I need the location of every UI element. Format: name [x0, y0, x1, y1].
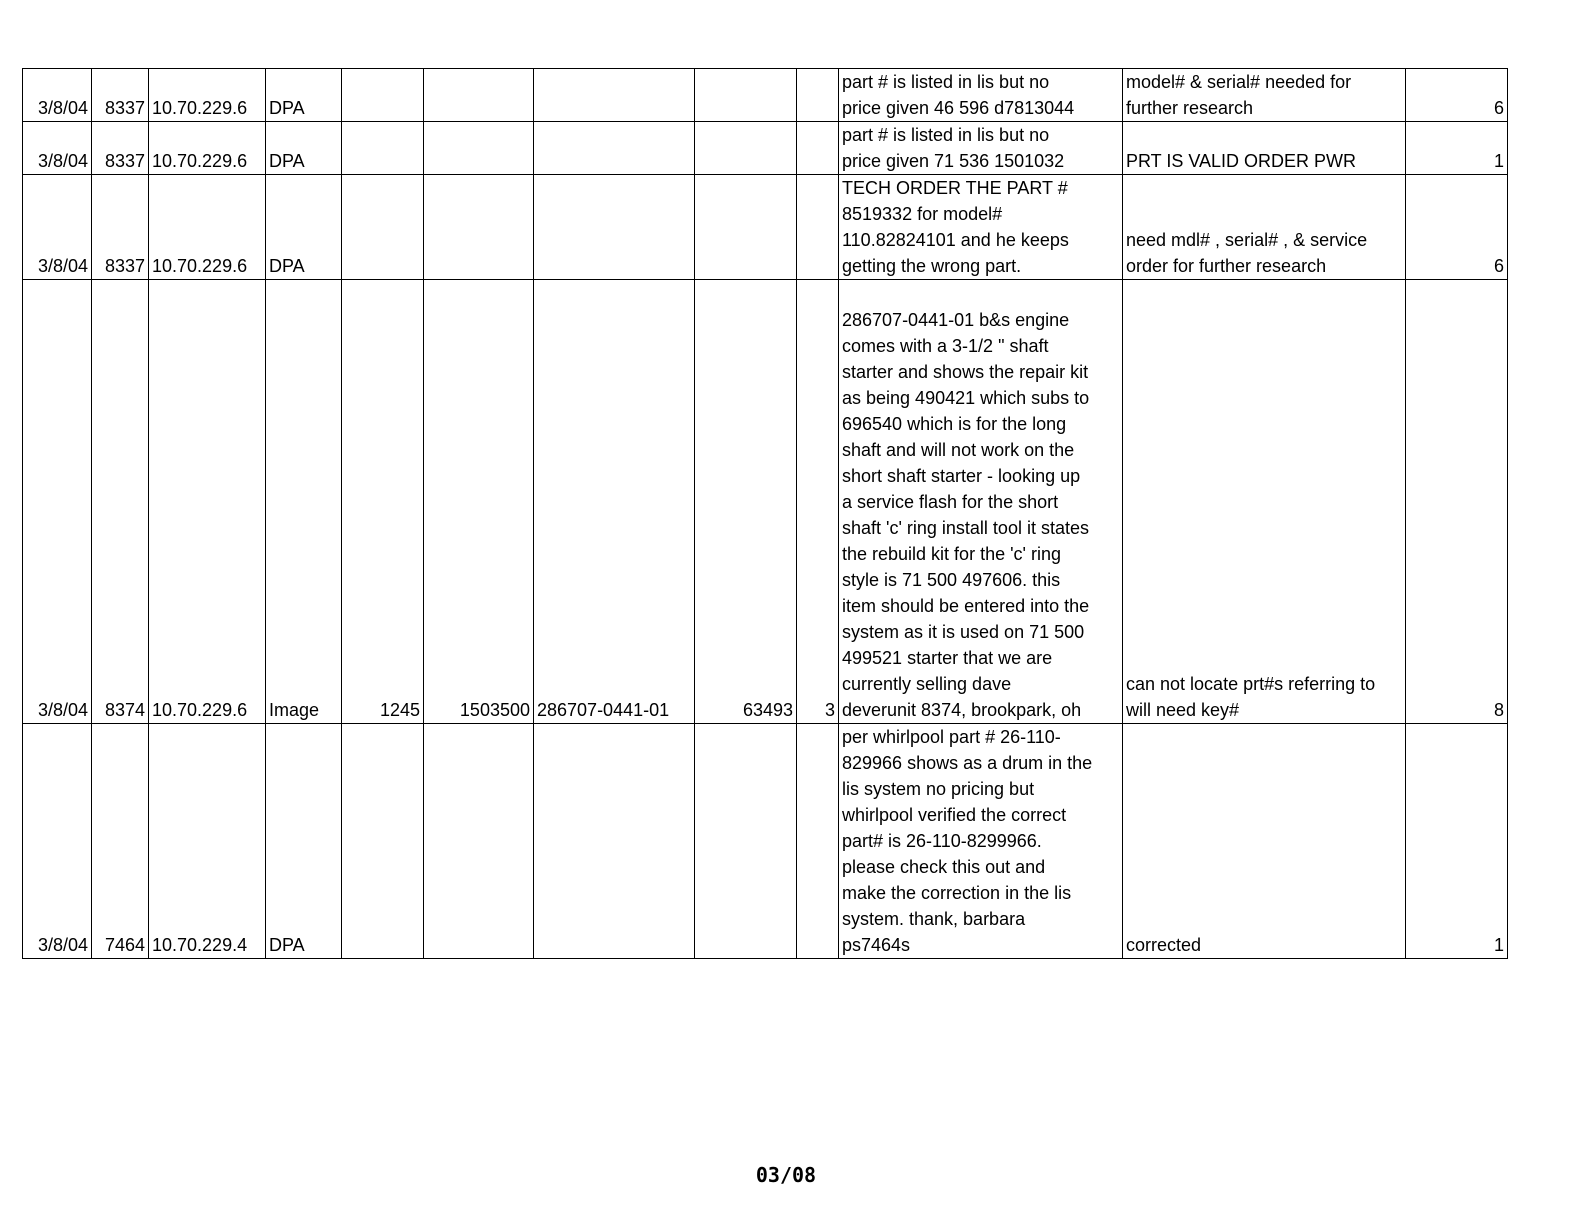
column-9-cell: 3 — [797, 280, 839, 724]
result-code-cell: 6 — [1406, 69, 1508, 122]
issue-description-cell: part # is listed in lis but no price given 71 536 1501032 — [839, 122, 1123, 175]
column-5-cell — [342, 724, 424, 959]
column-5-cell — [342, 122, 424, 175]
column-9-cell — [797, 724, 839, 959]
part-number-cell — [534, 175, 695, 280]
ip-address-cell: 10.70.229.6 — [149, 280, 266, 724]
column-8-cell — [695, 175, 797, 280]
column-5-cell: 1245 — [342, 280, 424, 724]
date-cell: 3/8/04 — [23, 724, 92, 959]
ip-address-cell: 10.70.229.6 — [149, 69, 266, 122]
unit-id-cell: 8337 — [92, 122, 149, 175]
column-6-cell: 1503500 — [424, 280, 534, 724]
table-body — [23, 69, 1508, 959]
unit-id-cell: 8337 — [92, 69, 149, 122]
column-8-cell — [695, 69, 797, 122]
part-number-cell — [534, 69, 695, 122]
column-9-cell — [797, 122, 839, 175]
date-cell: 3/8/04 — [23, 175, 92, 280]
result-code-cell: 6 — [1406, 175, 1508, 280]
resolution-cell: corrected — [1123, 724, 1406, 959]
ip-address-cell: 10.70.229.4 — [149, 724, 266, 959]
result-code-cell: 1 — [1406, 724, 1508, 959]
issue-description-cell: TECH ORDER THE PART # 8519332 for model# 110.82824101 and he keeps getting the wrong part. — [839, 175, 1123, 280]
resolution-cell: can not locate prt#s referring to will need key# — [1123, 280, 1406, 724]
source-type-cell: DPA — [266, 122, 342, 175]
issue-description-cell: 286707-0441-01 b&s engine comes with a 3-1/2 " shaft starter and shows the repair kit as being 490421 which subs to 696540 which is for the long shaft and will not work on the short shaft starter - looking up a service flash for the short shaft 'c' ring install tool it states the rebuild kit for the 'c' ring style is 71 500 497606. this item should be entered into the system as it is used on 71 500 499521 starter that we are currently selling dave deverunit 8374, brookpark, oh — [839, 280, 1123, 724]
part-number-cell — [534, 122, 695, 175]
source-type-cell: DPA — [266, 175, 342, 280]
column-6-cell — [424, 122, 534, 175]
issue-description-cell: per whirlpool part # 26-110- 829966 shows as a drum in the lis system no pricing but whirlpool verified the correct part# is 26-110-8299966. please check this out and make the correction in the lis system. thank, barbara ps7464s — [839, 724, 1123, 959]
date-cell: 3/8/04 — [23, 69, 92, 122]
column-6-cell — [424, 724, 534, 959]
source-type-cell: DPA — [266, 69, 342, 122]
column-9-cell — [797, 175, 839, 280]
resolution-cell: PRT IS VALID ORDER PWR — [1123, 122, 1406, 175]
source-type-cell: DPA — [266, 724, 342, 959]
part-number-cell — [534, 724, 695, 959]
date-cell: 3/8/04 — [23, 122, 92, 175]
column-8-cell — [695, 122, 797, 175]
parts-issue-table — [22, 68, 1508, 959]
column-6-cell — [424, 175, 534, 280]
table-row — [23, 280, 1508, 724]
result-code-cell: 1 — [1406, 122, 1508, 175]
resolution-cell: need mdl# , serial# , & service order for further research — [1123, 175, 1406, 280]
column-8-cell — [695, 724, 797, 959]
column-5-cell — [342, 69, 424, 122]
column-9-cell — [797, 69, 839, 122]
ip-address-cell: 10.70.229.6 — [149, 175, 266, 280]
table-row — [23, 175, 1508, 280]
unit-id-cell: 8337 — [92, 175, 149, 280]
source-type-cell: Image — [266, 280, 342, 724]
part-number-cell: 286707-0441-01 — [534, 280, 695, 724]
column-8-cell: 63493 — [695, 280, 797, 724]
issue-description-cell: part # is listed in lis but no price given 46 596 d7813044 — [839, 69, 1123, 122]
table-row — [23, 122, 1508, 175]
date-cell: 3/8/04 — [23, 280, 92, 724]
page-number: 03/08 — [755, 1163, 817, 1187]
unit-id-cell: 7464 — [92, 724, 149, 959]
table-row — [23, 724, 1508, 959]
column-6-cell — [424, 69, 534, 122]
result-code-cell: 8 — [1406, 280, 1508, 724]
ip-address-cell: 10.70.229.6 — [149, 122, 266, 175]
table-row — [23, 69, 1508, 122]
unit-id-cell: 8374 — [92, 280, 149, 724]
resolution-cell: model# & serial# needed for further research — [1123, 69, 1406, 122]
column-5-cell — [342, 175, 424, 280]
